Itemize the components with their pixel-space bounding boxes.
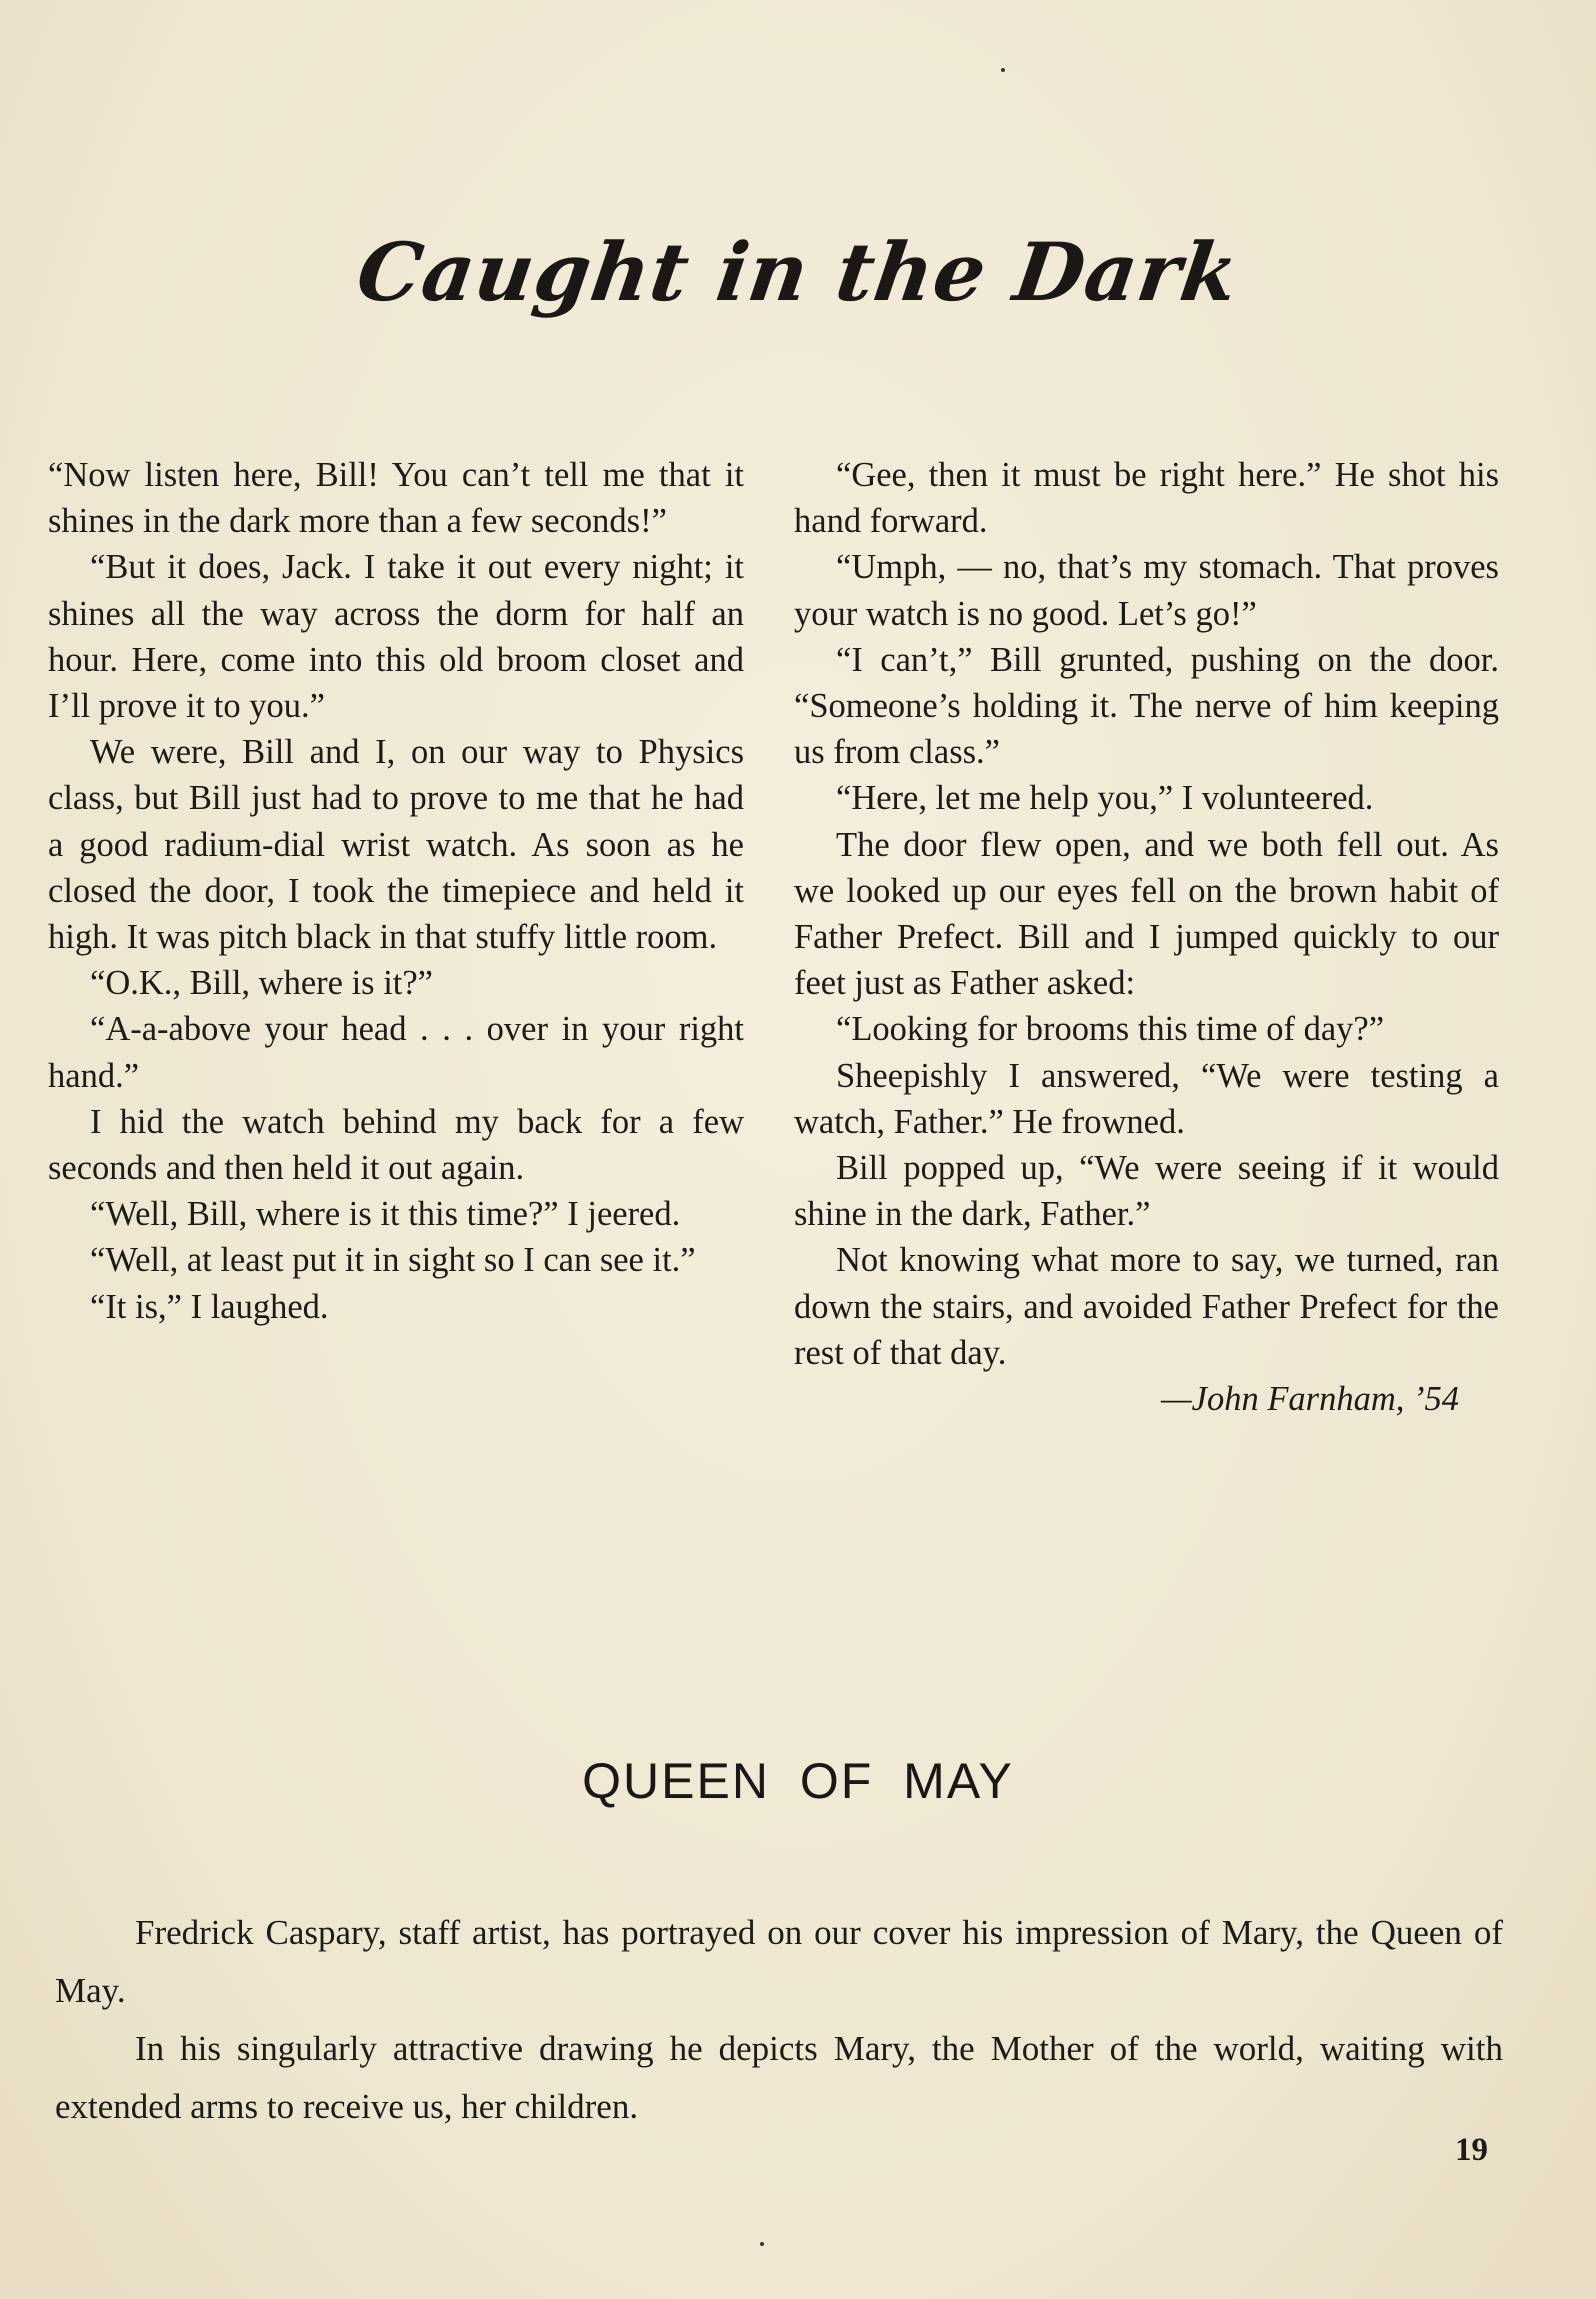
story-left-column [48, 452, 744, 1330]
story-paragraph: “A-a-above your head . . . over in your right hand.” [48, 1010, 744, 1095]
ink-speck [1001, 68, 1005, 72]
story-byline: —John Farnham, ’54 [1160, 1380, 1459, 1419]
story-paragraph: Not knowing what more to say, we turned, ran down the stairs, and avoided Father Prefect for the rest of that day. [794, 1241, 1499, 1372]
cover-note-paragraph: Fredrick Caspary, staff artist, has portrayed on our cover his impression of Mary, the Queen of May. [55, 1913, 1503, 2010]
story-paragraph: I hid the watch behind my back for a few seconds and then held it out again. [48, 1102, 744, 1188]
story-paragraph: “Looking for brooms this time of day?” [836, 1010, 1385, 1049]
story-paragraph: “Umph, — no, that’s my stomach. That proves your watch is no good. Let’s go!” [794, 548, 1499, 633]
story-right-column [794, 452, 1499, 1422]
story-paragraph: “But it does, Jack. I take it out every night; it shines all the way across the dorm for half an hour. Here, come into this old broom closet and I’ll prove it to you.” [48, 548, 744, 726]
story-paragraph: Bill popped up, “We were seeing if it would shine in the dark, Father.” [794, 1149, 1499, 1234]
story-paragraph: “Gee, then it must be right here.” He shot his hand forward. [794, 456, 1499, 541]
story-paragraph: “Well, at least put it in sight so I can see it.” [90, 1241, 696, 1280]
cover-note-paragraph: In his singularly attractive drawing he depicts Mary, the Mother of the world, waiting with extended arms to receive us, her children. [55, 2029, 1503, 2126]
story-paragraph: “I can’t,” Bill grunted, pushing on the door. “Someone’s holding it. The nerve of him keeping us from class.” [794, 640, 1499, 772]
page-number: 19 [1455, 2132, 1488, 2168]
section-heading: QUEEN OF MAY [582, 1753, 1014, 1809]
story-title: Caught in the Dark [351, 225, 1245, 319]
cover-note [55, 1904, 1503, 2136]
story-paragraph: “Here, let me help you,” I volunteered. [836, 779, 1374, 818]
story-paragraph: “O.K., Bill, where is it?” [90, 964, 433, 1003]
story-paragraph: “Now listen here, Bill! You can’t tell me that it shines in the dark more than a few seconds!” [48, 456, 744, 541]
story-paragraph: Sheepishly I answered, “We were testing a watch, Father.” He frowned. [794, 1056, 1499, 1141]
story-paragraph: “Well, Bill, where is it this time?” I jeered. [90, 1195, 681, 1234]
story-paragraph: The door flew open, and we both fell out. As we looked up our eyes fell on the brown habit of Father Prefect. Bill and I jumped quickly to our feet just as Father asked: [794, 825, 1499, 1003]
story-paragraph: We were, Bill and I, on our way to Physics class, but Bill just had to prove to me that he had a good radium-dial wrist watch. As soon as he closed the door, I took the timepiece and held it high. It was pitch black in that stuffy little room. [48, 733, 744, 957]
story-paragraph: “It is,” I laughed. [90, 1287, 329, 1326]
ink-speck [760, 2242, 764, 2246]
